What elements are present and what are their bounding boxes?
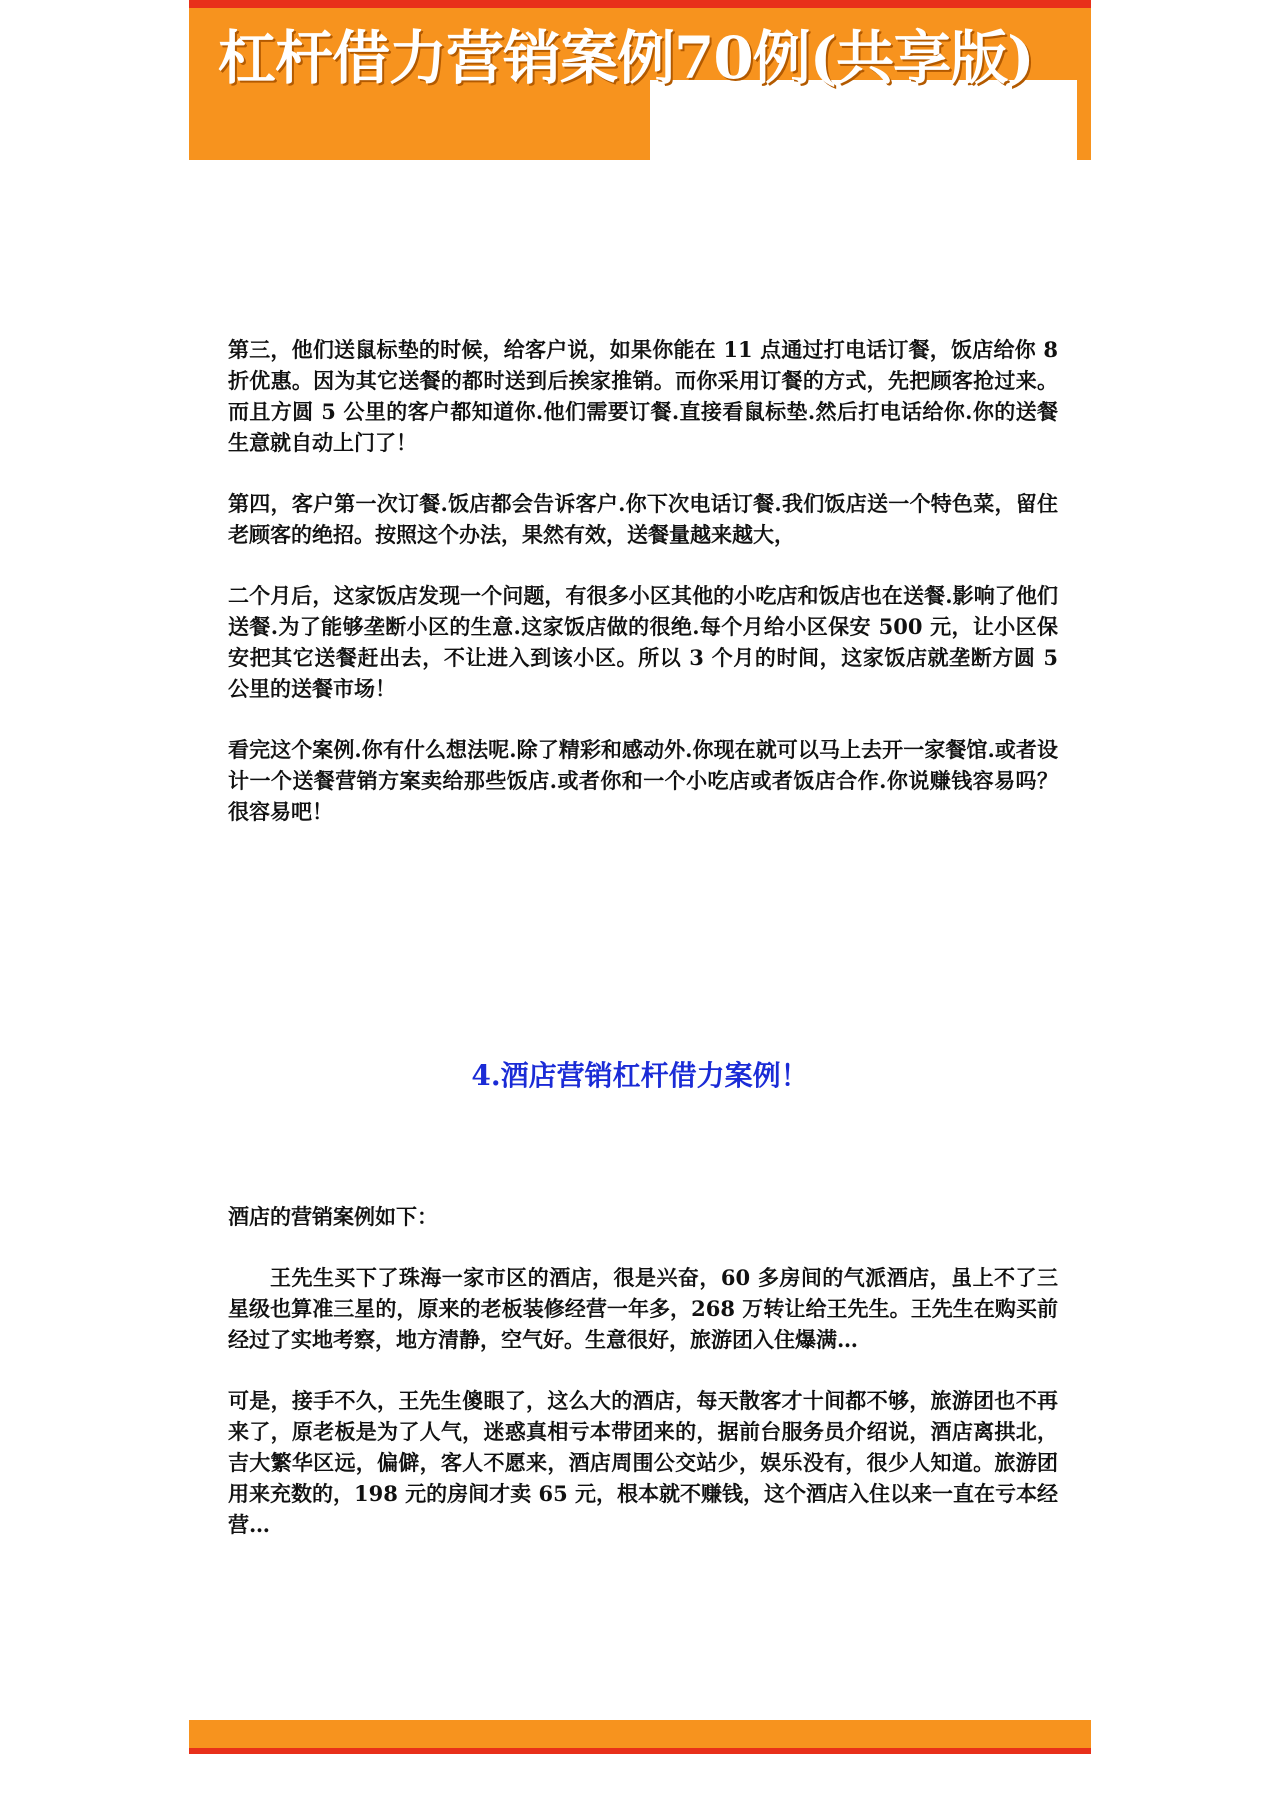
document-title: 杠杆借力营销案例70例(共享版) (218, 24, 1034, 92)
header-top-stripe (189, 0, 1091, 8)
paragraph-3: 二个月后，这家饭店发现一个问题，有很多小区其他的小吃店和饭店也在送餐.影响了他们送餐.为了能够垄断小区的生意.这家饭店做的很绝.每个月给小区保安 500 元，让小区保安把其它送餐赶出去，不让进入到该小区。所以 3 个月的时间，这家饭店就垄断方圆 5 公里的送餐市场！ (228, 583, 1058, 701)
paragraph-5: 王先生买下了珠海一家市区的酒店，很是兴奋，60 多房间的气派酒店，虽上不了三星级也算准三星的，原来的老板装修经营一年多，268 万转让给王先生。王先生在购买前经过了实地考察，地方清静，空气好。生意很好，旅游团入住爆满… (228, 1265, 1058, 1352)
footer-bar (189, 1720, 1091, 1748)
paragraph-1: 第三，他们送鼠标垫的时候，给客户说，如果你能在 11 点通过打电话订餐，饭店给你 8 折优惠。因为其它送餐的都时送到后挨家推销。而你采用订餐的方式，先把顾客抢过来。而且方圆 5 公里的客户都知道你.他们需要订餐.直接看鼠标垫.然后打电话给你.你的送餐生意就自动上门了！ (228, 337, 1058, 455)
paragraph-4: 看完这个案例.你有什么想法呢.除了精彩和感动外.你现在就可以马上去开一家餐馆.或者设计一个送餐营销方案卖给那些饭店.或者你和一个小吃店或者饭店合作.你说赚钱容易吗？很容易吧！ (228, 737, 1058, 824)
paragraph-intro: 酒店的营销案例如下： (228, 1204, 438, 1229)
section-heading: 4.酒店营销杠杆借力案例！ (471, 1059, 809, 1092)
paragraph-2: 第四，客户第一次订餐.饭店都会告诉客户.你下次电话订餐.我们饭店送一个特色菜，留住老顾客的绝招。按照这个办法，果然有效，送餐量越来越大， (228, 491, 1058, 547)
section-2-body (228, 1201, 1058, 1570)
footer-stripe (189, 1748, 1091, 1754)
section-1-body (228, 334, 1058, 857)
paragraph-6: 可是，接手不久，王先生傻眼了，这么大的酒店，每天散客才十间都不够，旅游团也不再来了，原老板是为了人气，迷惑真相亏本带团来的，据前台服务员介绍说，酒店离拱北，吉大繁华区远，偏僻，客人不愿来，酒店周围公交站少，娱乐没有，很少人知道。旅游团用来充数的，198 元的房间才卖 65 元，根本就不赚钱，这个酒店入住以来一直在亏本经营… (228, 1388, 1058, 1537)
